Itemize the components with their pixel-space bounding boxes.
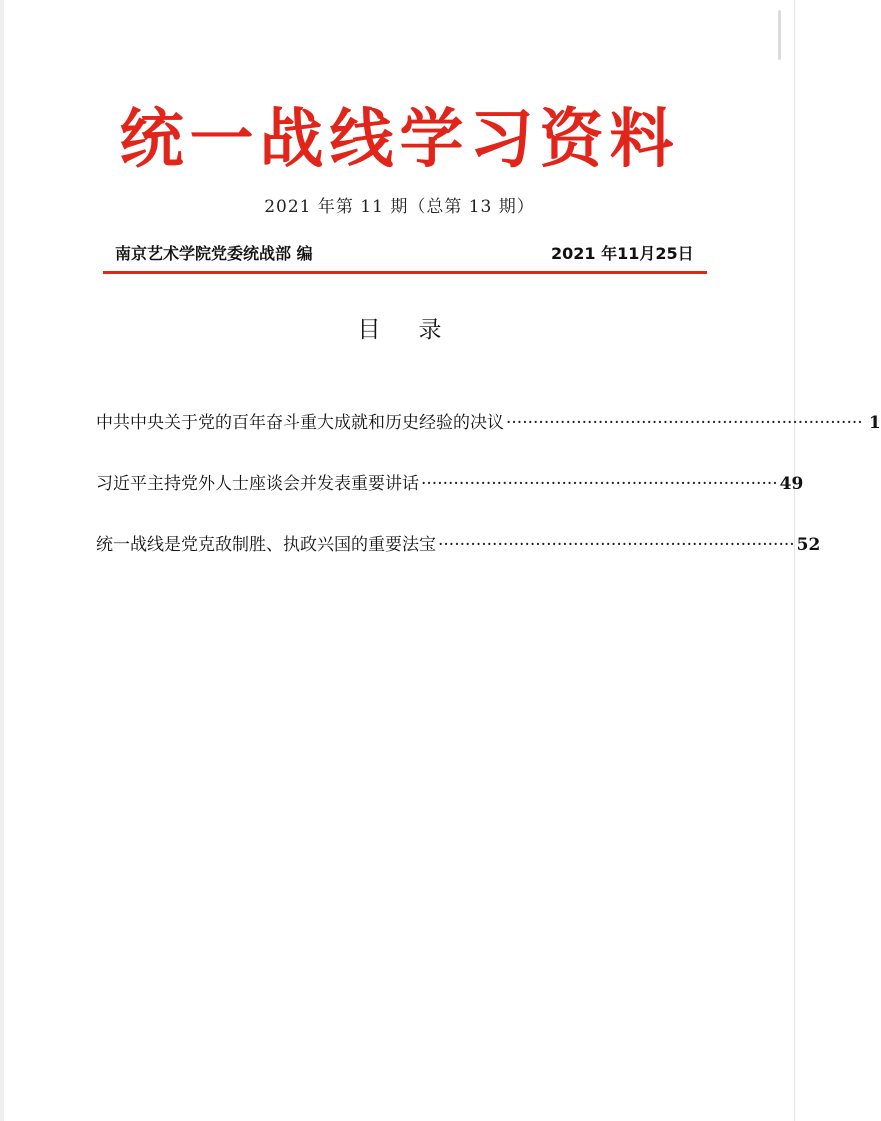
masthead-title: 统一战线学习资料 — [119, 102, 680, 177]
scroll-indicator[interactable] — [778, 10, 781, 60]
toc-leader-dots: ·································································· — [421, 474, 778, 494]
toc-entry-title: 统一战线是党克敌制胜、执政兴国的重要法宝 — [96, 535, 436, 555]
publish-date: 2021 年11月25日 — [551, 244, 694, 263]
toc-entry[interactable] — [96, 469, 804, 494]
toc-entry-title: 习近平主持党外人士座谈会并发表重要讲话 — [96, 474, 419, 494]
editor-line: 南京艺术学院党委统战部 编 — [115, 244, 313, 263]
toc-leader-dots: ·································································· — [438, 535, 795, 555]
toc-entry[interactable] — [96, 530, 821, 555]
issue-number: 2021 年第 11 期（总第 13 期） — [264, 197, 535, 217]
toc-entry-page: 49 — [779, 474, 804, 494]
toc-leader-dots: ·································································· — [506, 413, 863, 433]
toc-entry[interactable] — [96, 408, 881, 433]
toc-entry-page: 52 — [796, 535, 821, 555]
red-divider-rule — [103, 271, 707, 274]
toc-entry-title: 中共中央关于党的百年奋斗重大成就和历史经验的决议 — [96, 413, 504, 433]
toc-entry-page: 1 — [868, 413, 881, 433]
toc-title: 目录 — [357, 317, 480, 343]
